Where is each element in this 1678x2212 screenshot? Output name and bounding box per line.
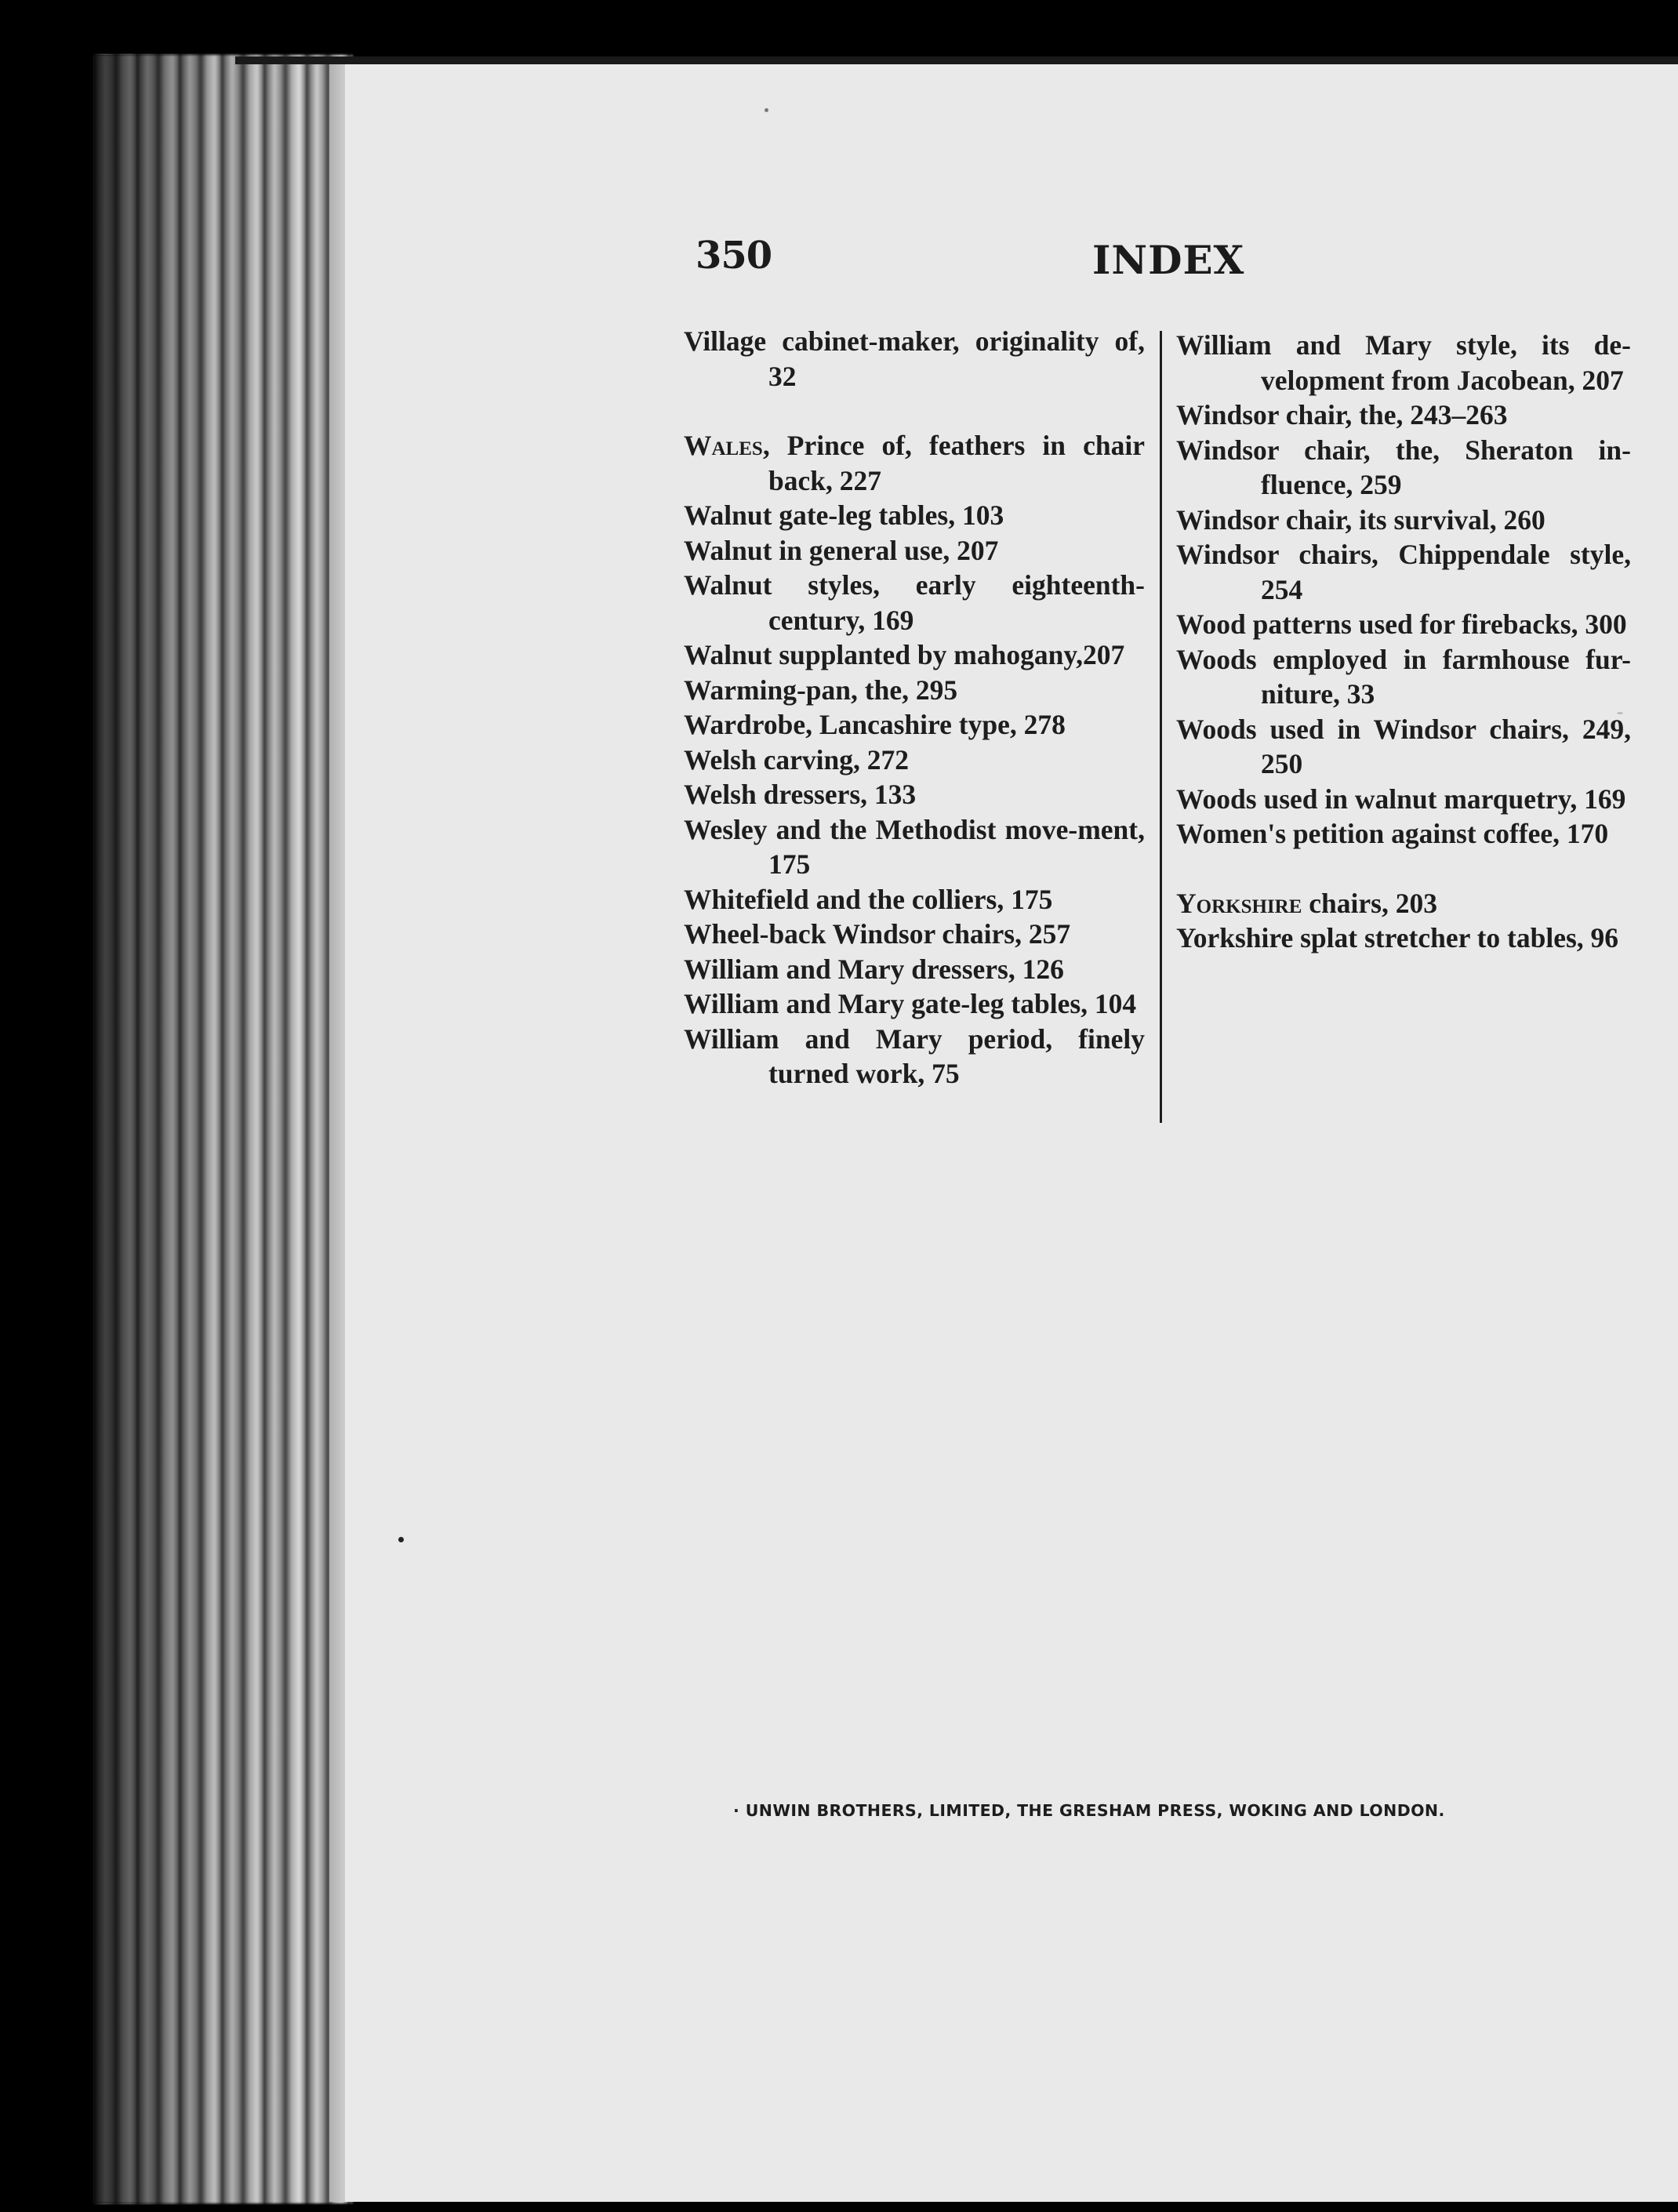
index-entry: Walnut styles, early eighteenth-century, 169 bbox=[684, 569, 1145, 636]
index-entry: Wheel-back Windsor chairs, 257 bbox=[684, 918, 1071, 950]
column-divider bbox=[1160, 331, 1162, 1123]
letter-gap bbox=[1176, 852, 1631, 886]
printer-imprint: · UNWIN BROTHERS, LIMITED, THE GRESHAM PRESS, WOKING AND LONDON. bbox=[733, 1801, 1445, 1820]
index-entry: William and Mary dressers, 126 bbox=[684, 953, 1064, 985]
index-entry: Woods used in Windsor chairs, 249, 250 bbox=[1176, 713, 1631, 779]
index-entry: Walnut in general use, 207 bbox=[684, 534, 999, 566]
letter-gap bbox=[684, 394, 1145, 428]
index-letter-heading: Wales bbox=[684, 430, 763, 461]
index-letter-heading: Yorkshire bbox=[1176, 887, 1302, 919]
index-entry: William and Mary gate-leg tables, 104 bbox=[684, 988, 1137, 1019]
index-entry: Women's petition against coffee, 170 bbox=[1176, 818, 1609, 849]
index-entry: Walnut gate-leg tables, 103 bbox=[684, 499, 1004, 531]
page-number: 350 bbox=[696, 234, 772, 278]
page-edges-shade bbox=[94, 55, 353, 2203]
speck bbox=[765, 108, 768, 112]
index-entry bbox=[684, 428, 1145, 498]
index-entry: Windsor chair, its survival, 260 bbox=[1176, 503, 1545, 536]
index-entry: Village cabinet-maker, originality of, 32 bbox=[684, 325, 1145, 392]
page-top-edge bbox=[235, 56, 1678, 64]
index-entry: Windsor chair, the, Sheraton in-fluence, 259 bbox=[1176, 434, 1631, 500]
index-entry: Welsh carving, 272 bbox=[684, 743, 909, 775]
index-entry: Wardrobe, Lancashire type, 278 bbox=[684, 709, 1066, 740]
index-entry: Wood patterns used for firebacks, 300 bbox=[1176, 608, 1627, 640]
index-entry: William and Mary period, finely turned work, 75 bbox=[684, 1022, 1145, 1089]
index-entry bbox=[1176, 886, 1631, 921]
index-entry: Wesley and the Methodist move-ment, 175 bbox=[684, 813, 1145, 880]
index-entry: Woods used in walnut marquetry, 169 bbox=[1176, 783, 1626, 815]
index-entry: Windsor chairs, Chippendale style, 254 bbox=[1176, 539, 1631, 605]
index-column-right bbox=[1176, 328, 1631, 956]
index-entry: Walnut supplanted by mahogany,207 bbox=[684, 639, 1125, 670]
index-entry: William and Mary style, its de-velopment from Jacobean, 207 bbox=[1176, 329, 1631, 396]
index-entry: Warming-pan, the, 295 bbox=[684, 674, 958, 706]
speck bbox=[398, 1537, 404, 1542]
index-entry: Windsor chair, the, 243–263 bbox=[1176, 399, 1508, 430]
index-entry: Yorkshire splat stretcher to tables, 96 bbox=[1176, 922, 1619, 953]
index-entry-text: chairs, 203 bbox=[1302, 887, 1437, 919]
index-entry: Woods employed in farmhouse fur-niture, 33 bbox=[1176, 643, 1631, 710]
index-entry-text: , Prince of, feathers in chair back, 227 bbox=[762, 430, 1145, 496]
index-entry: Whitefield and the colliers, 175 bbox=[684, 883, 1053, 915]
index-column-left bbox=[684, 324, 1145, 1091]
page-title: INDEX bbox=[1092, 237, 1245, 283]
index-entry: Welsh dressers, 133 bbox=[684, 779, 917, 810]
